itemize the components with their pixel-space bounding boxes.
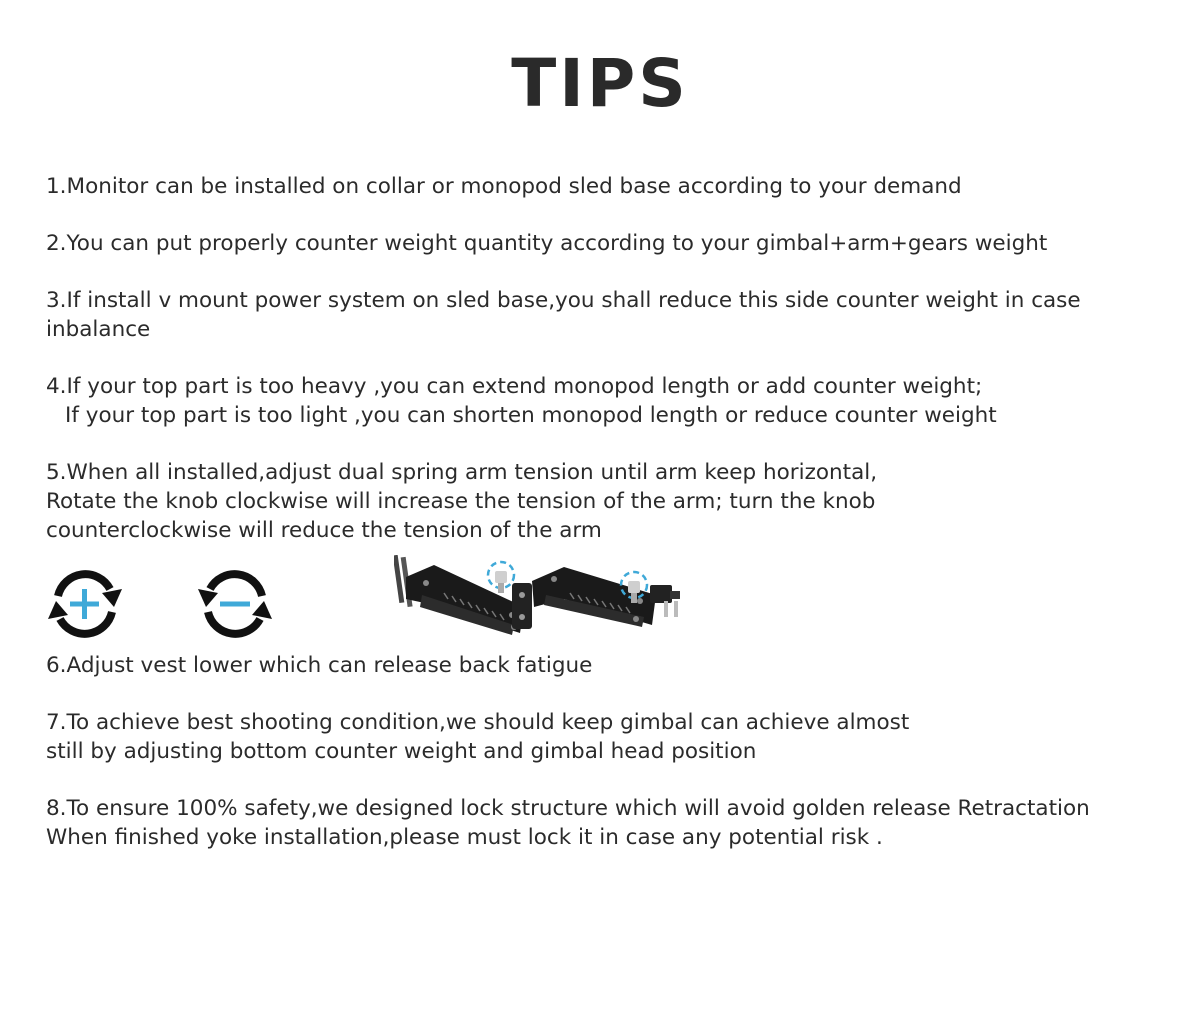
tip-1: [46, 172, 1186, 201]
tip-8: [46, 794, 1186, 852]
tension-illustration: [46, 555, 1186, 645]
tip-8-line-2: When finished yoke installation,please must lock it in case any potential risk .: [46, 825, 883, 850]
tip-3-text: 3.If install v mount power system on sled base,you shall reduce this side counter weight in case inbalance: [46, 288, 1081, 342]
rotate-counterclockwise-minus-icon: [194, 563, 276, 645]
tip-8-line-1: 8.To ensure 100% safety,we designed lock structure which will avoid golden release Retractation: [46, 796, 1090, 821]
rotate-clockwise-plus-icon: [44, 563, 126, 645]
dual-spring-arm-image: [394, 555, 694, 647]
tip-4: [46, 372, 1186, 430]
tips-list: [46, 172, 1186, 880]
tip-6: [46, 651, 1186, 680]
tip-5-line-3: counterclockwise will reduce the tension of the arm: [46, 518, 602, 543]
tip-2: [46, 229, 1186, 258]
tip-5-line-1: 5.When all installed,adjust dual spring arm tension until arm keep horizontal,: [46, 460, 878, 485]
tip-5-line-2: Rotate the knob clockwise will increase the tension of the arm; turn the knob: [46, 489, 876, 514]
tip-7-line-1: 7.To achieve best shooting condition,we should keep gimbal can achieve almost: [46, 710, 910, 735]
tip-7-line-2: still by adjusting bottom counter weight and gimbal head position: [46, 739, 757, 764]
tip-1-text: 1.Monitor can be installed on collar or monopod sled base according to your demand: [46, 174, 962, 199]
tip-6-text: 6.Adjust vest lower which can release back fatigue: [46, 653, 593, 678]
page-title: TIPS: [511, 45, 689, 122]
tip-4-line-2: If your top part is too light ,you can shorten monopod length or reduce counter weight: [65, 403, 997, 428]
tip-3: [46, 286, 1186, 344]
tip-5: [46, 458, 1186, 545]
tip-7: [46, 708, 1186, 766]
tip-2-text: 2.You can put properly counter weight quantity according to your gimbal+arm+gears weight: [46, 231, 1048, 256]
tip-4-line-1: 4.If your top part is too heavy ,you can extend monopod length or add counter weight;: [46, 374, 983, 399]
